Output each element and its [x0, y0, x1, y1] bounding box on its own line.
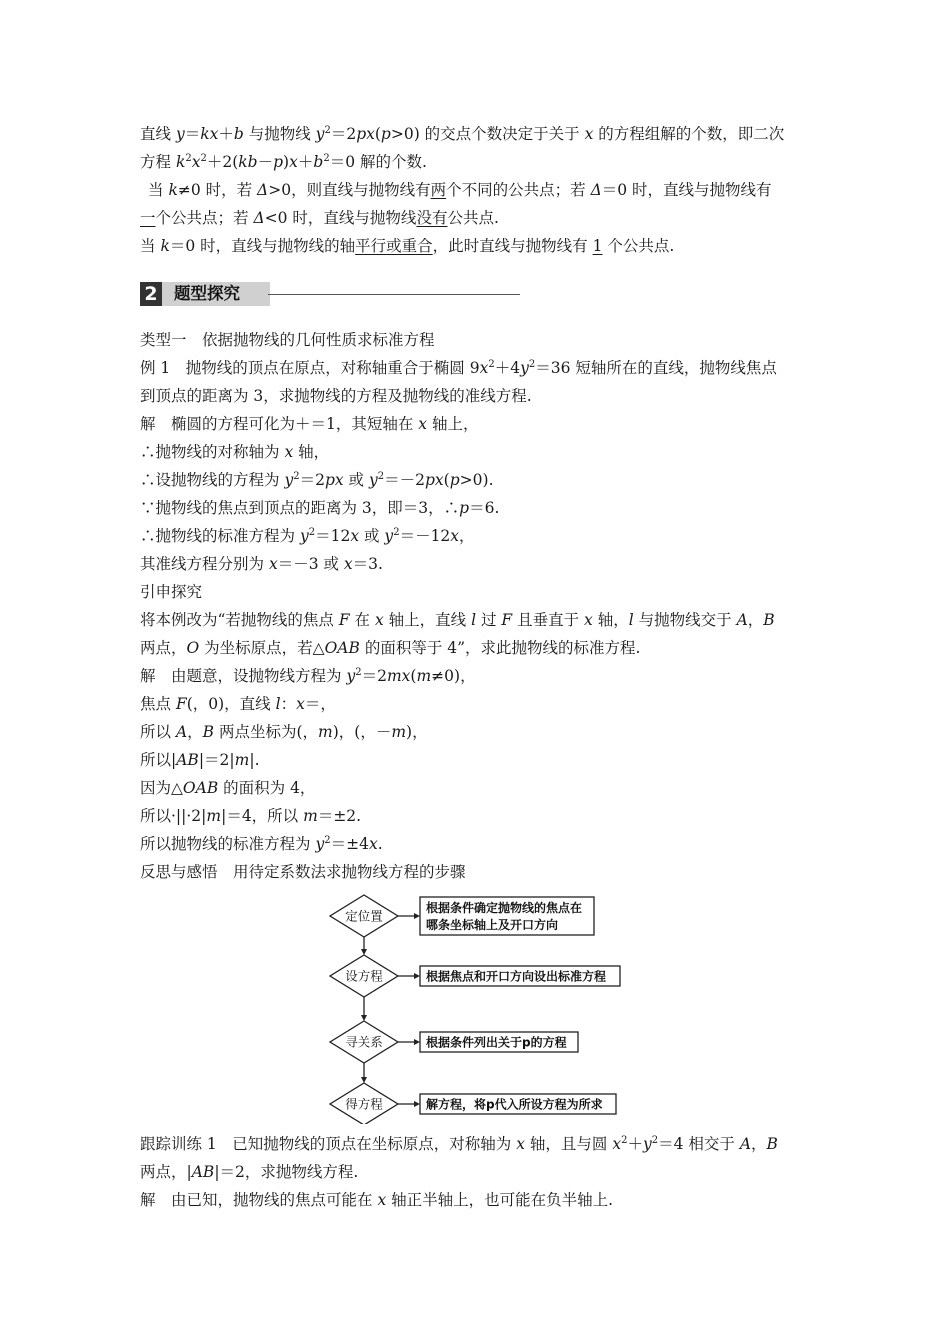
- intro-line-5: 当 k＝0 时，直线与抛物线的轴平行或重合，此时直线与抛物线有 1 个公共点.: [140, 237, 675, 255]
- solution-line-4: ∵抛物线的焦点到顶点的距离为 3，即＝3，∴p＝6.: [140, 499, 500, 517]
- extension-line-1: 将本例改为“若抛物线的焦点 F 在 x 轴上，直线 l 过 F 且垂直于 x 轴，l 与抛物线交于 A，B: [140, 611, 775, 629]
- flow-desc-2: 根据焦点和开口方向设出标准方程: [426, 969, 607, 984]
- method-flowchart: [326, 892, 626, 1124]
- flow-desc-1b: 哪条坐标轴上及开口方向: [426, 918, 559, 932]
- flow-desc-1a: 根据条件确定抛物线的焦点在: [426, 901, 583, 915]
- example-line-1: 例 1 抛物线的顶点在原点，对称轴重合于椭圆 $9x^2+4y^2=36$ 短轴所在的直线，抛物线焦点: [140, 359, 777, 377]
- ext-solution-line-5: 因为△OAB 的面积为 4，: [140, 779, 316, 797]
- ext-solution-line-1: 解 由题意，设抛物线方程为 $y^2=2mx(m\ne 0)$，: [140, 667, 476, 685]
- ext-solution-line-7: 所以抛物线的标准方程为 $y^2=\pm 4x$.: [140, 835, 383, 853]
- flow-arrowhead-down-1: [361, 949, 367, 955]
- flow-arrowhead-down-3: [361, 1077, 367, 1083]
- example-line-2: 到顶点的距离为 3，求抛物线的方程及抛物线的准线方程.: [140, 387, 532, 405]
- section-header: [140, 282, 525, 308]
- solution-line-1: 解 椭圆的方程可化为＋＝1，其短轴在 x 轴上，: [140, 415, 479, 433]
- flow-desc-4: 解方程，将p代入所设方程为所求: [426, 1097, 603, 1112]
- ext-solution-line-4: 所以|AB|＝2|m|.: [140, 751, 260, 769]
- flow-arrowhead-right-1: [414, 913, 420, 919]
- intro-line-2: 方程 $k^2x^2+2(kb-p)x+b^2=0$ 解的个数.: [140, 153, 427, 171]
- ext-solution-line-6: 所以·||·2|m|＝4，所以 m＝±2.: [140, 807, 362, 825]
- flow-step-4: 得方程: [345, 1096, 383, 1112]
- section-number: 2: [140, 282, 162, 306]
- solution-line-5: ∴抛物线的标准方程为 $y^2=12x$ 或 $y^2=-12x$，: [140, 527, 475, 545]
- intro-line-3: 当 k≠0 时，若 Δ>0，则直线与抛物线有两个不同的公共点；若 Δ＝0 时，直线与抛物线有: [148, 181, 772, 199]
- flow-arrowhead-down-2: [361, 1015, 367, 1021]
- followup-solution-line-1: 解 由已知，抛物线的焦点可能在 x 轴正半轴上，也可能在负半轴上.: [140, 1191, 614, 1209]
- flow-desc-3: 根据条件列出关于p的方程: [426, 1035, 567, 1050]
- flow-step-2: 设方程: [345, 968, 383, 984]
- intro-line-4: 一个公共点；若 Δ<0 时，直线与抛物线没有公共点.: [140, 209, 499, 227]
- followup-line-1: 跟踪训练 1 已知抛物线的顶点在坐标原点，对称轴为 x 轴，且与圆 $x^2+y^2=4$ 相交于 A，B: [140, 1135, 778, 1153]
- flow-step-3: 寻关系: [345, 1034, 383, 1050]
- ext-solution-line-2: 焦点 F(，0)，直线 l：x＝，: [140, 695, 336, 713]
- flow-arrowhead-right-3: [414, 1039, 420, 1045]
- section-divider: [268, 294, 520, 295]
- ext-solution-line-3: 所以 A，B 两点坐标为(，m)，(，－m)，: [140, 723, 428, 741]
- flow-arrowhead-right-4: [414, 1101, 420, 1107]
- flow-arrowhead-right-2: [414, 973, 420, 979]
- solution-line-2: ∴抛物线的对称轴为 x 轴，: [140, 443, 330, 461]
- extension-line-2: 两点，O 为坐标原点，若△OAB 的面积等于 4”，求此抛物线的标准方程.: [140, 639, 641, 657]
- extension-heading: 引申探究: [140, 583, 203, 601]
- solution-line-3: ∴设抛物线的方程为 $y^2=2px$ 或 $y^2=-2px(p>0)$.: [140, 471, 494, 489]
- followup-line-2: 两点，|AB|＝2，求抛物线方程.: [140, 1163, 359, 1181]
- intro-line-1: 直线 y＝kx＋b 与抛物线 $y^2=2px(p>0)$ 的交点个数决定于关于 x 的方程组解的个数，即二次: [140, 125, 785, 143]
- flow-step-1: 定位置: [345, 908, 383, 924]
- section-title: 题型探究: [174, 284, 240, 303]
- reflection-heading: 反思与感悟 用待定系数法求抛物线方程的步骤: [140, 863, 466, 881]
- type-heading: 类型一 依据抛物线的几何性质求标准方程: [140, 331, 435, 349]
- solution-line-6: 其准线方程分别为 x＝－3 或 x＝3.: [140, 555, 383, 573]
